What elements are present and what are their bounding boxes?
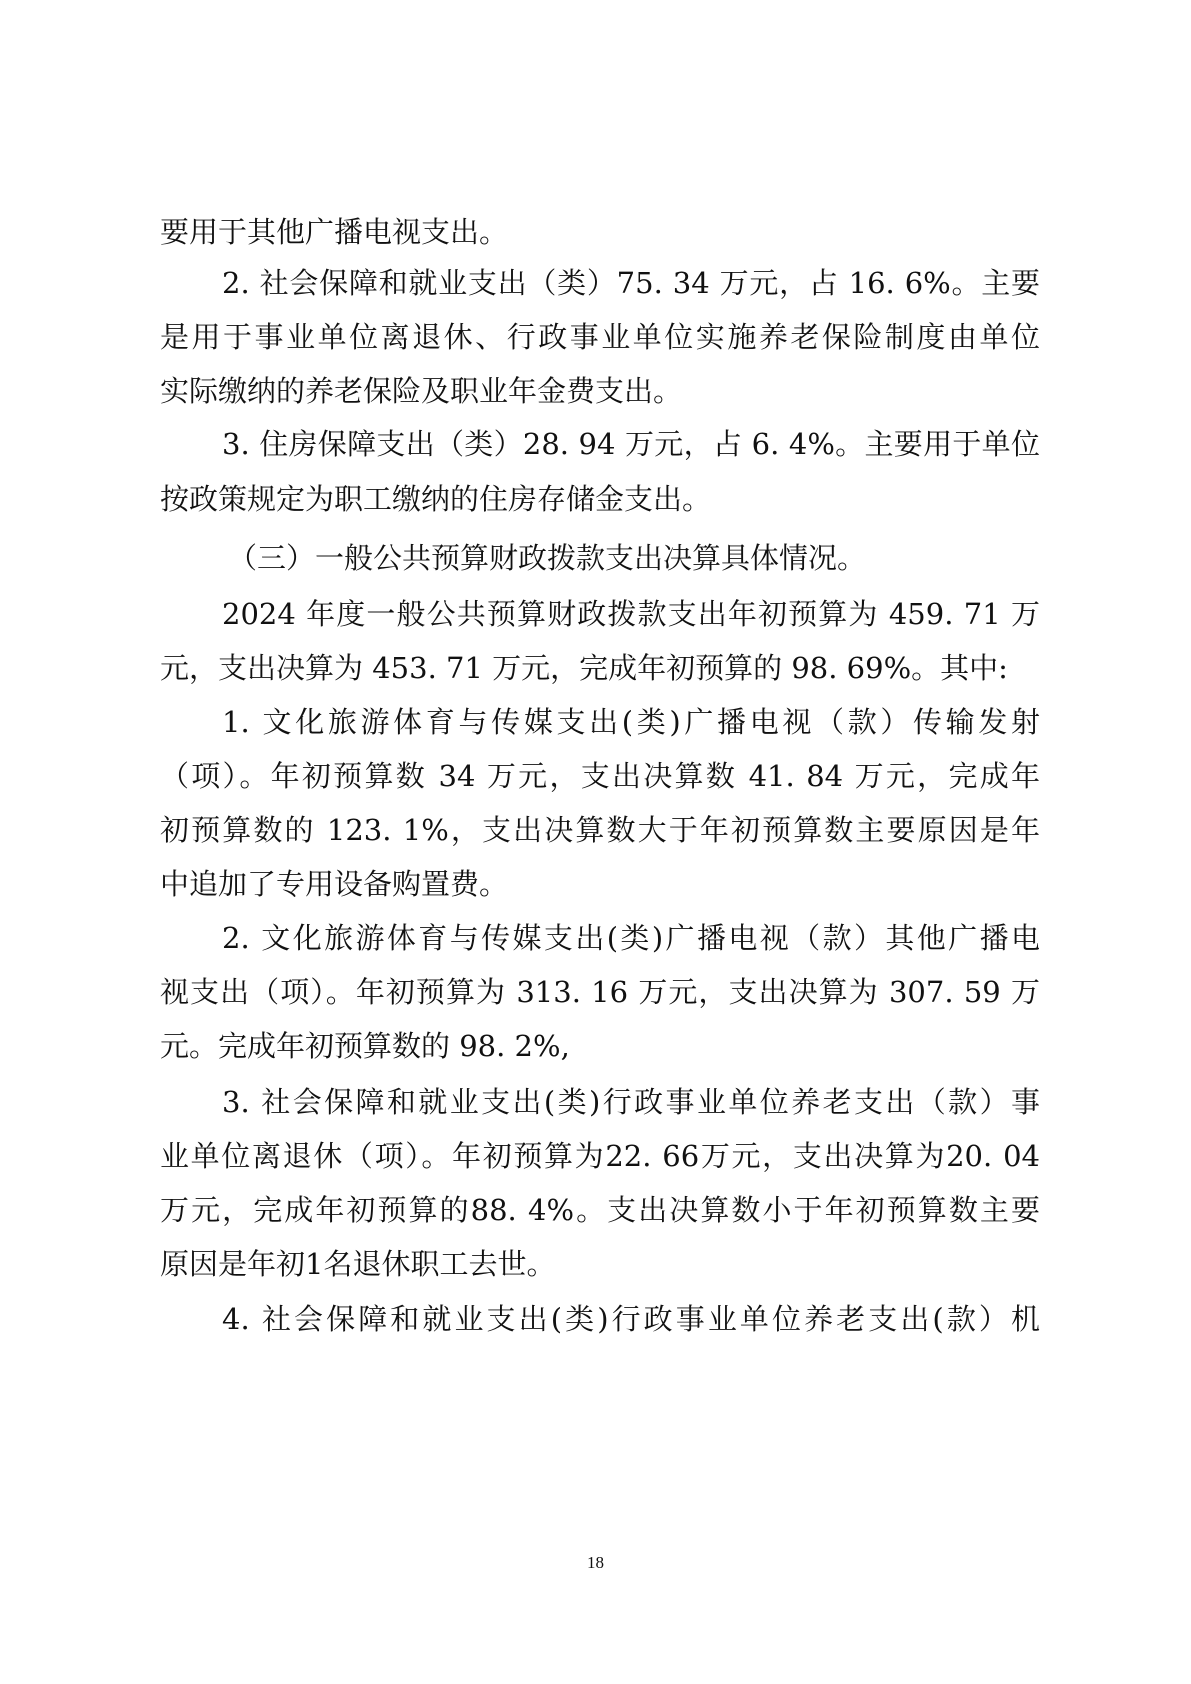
paragraph-line: 是用于事业单位离退休、行政事业单位实施养老保险制度由单位 [160,320,1040,354]
section-heading: （三）一般公共预算财政拨款支出决算具体情况。 [228,541,867,575]
paragraph-line: 视支出（项）。年初预算为 313. 16 万元，支出决算为 307. 59 万 [160,975,1040,1009]
paragraph-line: 3. 社会保障和就业支出(类)行政事业单位养老支出（款）事 [222,1085,1040,1119]
paragraph-line: 元。完成年初预算数的 98. 2%, [160,1029,570,1063]
paragraph-line: 4. 社会保障和就业支出(类)行政事业单位养老支出(款）机 [222,1302,1040,1336]
paragraph-line: （项）。年初预算数 34 万元，支出决算数 41. 84 万元，完成年 [160,759,1040,793]
page-number: 18 [587,1553,604,1572]
paragraph-line: 元，支出决算为 453. 71 万元，完成年初预算的 98. 69%。其中: [160,651,1008,685]
paragraph-line: 要用于其他广播电视支出。 [160,215,509,249]
paragraph-line: 原因是年初1名退休职工去世。 [160,1247,556,1281]
paragraph-line: 2. 文化旅游体育与传媒支出(类)广播电视（款）其他广播电 [222,921,1040,955]
paragraph-line: 3. 住房保障支出（类）28. 94 万元，占 6. 4%。主要用于单位 [222,427,1040,461]
paragraph-line: 2. 社会保障和就业支出（类）75. 34 万元，占 16. 6%。主要 [222,266,1040,300]
paragraph-line: 实际缴纳的养老保险及职业年金费支出。 [160,374,683,408]
paragraph-line: 中追加了专用设备购置费。 [160,867,509,901]
paragraph-line: 1. 文化旅游体育与传媒支出(类)广播电视（款）传输发射 [222,705,1040,739]
paragraph-line: 2024 年度一般公共预算财政拨款支出年初预算为 459. 71 万 [222,597,1040,631]
paragraph-line: 初预算数的 123. 1%，支出决算数大于年初预算数主要原因是年 [160,813,1040,847]
paragraph-line: 业单位离退休（项）。年初预算为22. 66万元，支出决算为20. 04 [160,1139,1040,1173]
paragraph-line: 万元，完成年初预算的88. 4%。支出决算数小于年初预算数主要 [160,1193,1040,1227]
paragraph-line: 按政策规定为职工缴纳的住房存储金支出。 [160,482,712,516]
